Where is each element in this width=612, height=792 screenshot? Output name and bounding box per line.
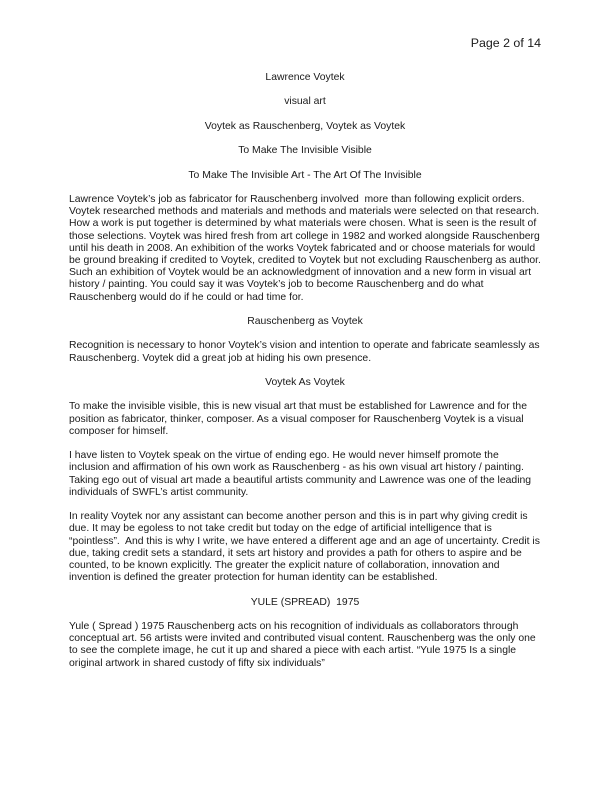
heading-voytek-as-rauschenberg: Voytek as Rauschenberg, Voytek as Voytek — [204, 120, 406, 132]
paragraph-ending-ego: I have listen to Voytek speak on the virtue of ending ego. He would never himself promote the inclusion and affirmation of his own work as Rauschenberg - as his own visual art history / painting. Taking ego out of visual art made a beautiful artists community and Lawrence was one of the leading individuals of SWFL’s artist community. — [69, 450, 534, 498]
paragraph-credit-is-due: In reality Voytek nor any assistant can become another person and this is in part why giving credit is due. It may be egoless to not take credit but today on the edge of artificial intelligence that is “pointless”. And this is why I write, we have entered a different age and an age of uncertainty. Credit is due, taking credit sets a standard, it sets art history and provides a path for others to aspire and be counted, to be known explicitly. The greater the explicit nature of collaboration, innovation and invention is defined the greater protection for human identity can be established. — [69, 511, 543, 584]
paragraph-fabricator-role: Lawrence Voytek’s job as fabricator for Rauschenberg involved more than following explicit orders. Voytek researched methods and materials and methods and materials were selected on that research. How a work is put together is determined by what materials were chosen. What is seen is the result of those selections. Voytek was hired fresh from art college in 1982 and worked alongside Rauschenberg until his death in 2008. An exhibition of the works Voytek fabricated and or choose materials for would be ground breaking if credited to Voytek, credited to Voytek but not excluding Rauschenberg as author. Such an exhibition of Voytek would be an acknowledgment of innovation and a new form in visual art history / painting. You could say it was Voytek’s job to become Rauschenberg and do what Rauschenberg would do if he could or had time for. — [69, 193, 544, 303]
paragraph-recognition: Recognition is necessary to honor Voytek’s vision and intention to operate and fabricate seamlessly as Rauschenberg. Voytek did a great job at hiding his own presence. — [69, 340, 543, 364]
doc-subtitle: visual art — [284, 96, 326, 108]
heading-voytek-as-voytek: Voytek As Voytek — [265, 376, 345, 388]
page-number: Page 2 of 14 — [470, 36, 541, 50]
heading-invisible-art: To Make The Invisible Art - The Art Of The Invisible — [188, 169, 422, 181]
heading-make-invisible-visible: To Make The Invisible Visible — [238, 145, 372, 157]
paragraph-visual-composer: To make the invisible visible, this is new visual art that must be established for Lawrence and for the position as fabricator, thinker, composer. As a visual composer for Rauschenberg Voytek is a visual composer for himself. — [69, 401, 530, 437]
heading-rauschenberg-as-voytek: Rauschenberg as Voytek — [247, 315, 363, 327]
paragraph-yule-spread: Yule ( Spread ) 1975 Rauschenberg acts on his recognition of individuals as collaborators through conceptual art. 56 artists were invited and contributed visual content. Rauschenberg was the only one to see the complete image, he cut it up and shared a piece with each artist. “Yule 1975 Is a single original artwork in shared custody of fifty six individuals” — [69, 620, 539, 669]
heading-yule-spread-1975: YULE (SPREAD) 1975 — [250, 596, 360, 608]
doc-title: Lawrence Voytek — [265, 72, 345, 83]
